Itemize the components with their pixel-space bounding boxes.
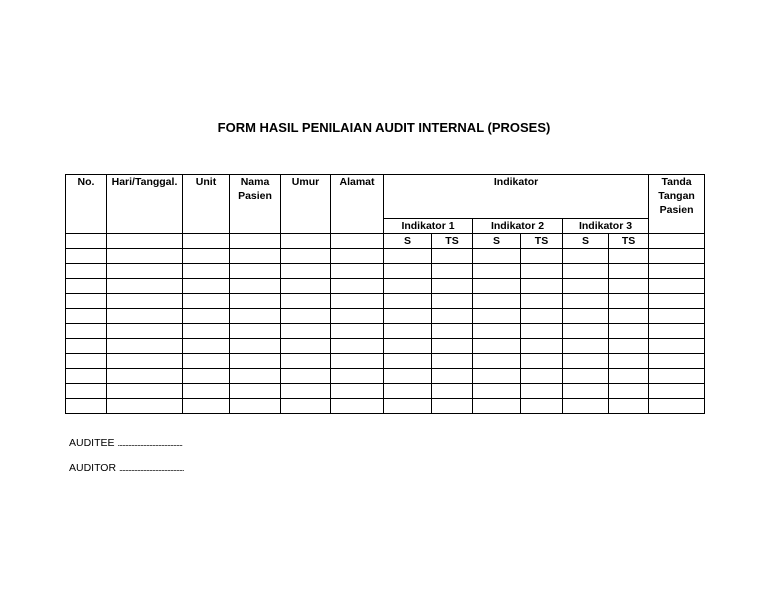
table-cell <box>230 399 281 414</box>
table-row <box>66 354 705 369</box>
form-title: FORM HASIL PENILAIAN AUDIT INTERNAL (PROSES) <box>217 120 551 135</box>
table-cell <box>183 369 230 384</box>
table-cell <box>649 309 705 324</box>
table-cell <box>521 399 563 414</box>
table-cell <box>563 279 609 294</box>
table-cell <box>331 339 384 354</box>
table-cell <box>384 384 432 399</box>
table-cell <box>521 264 563 279</box>
table-cell <box>281 309 331 324</box>
table-cell <box>230 309 281 324</box>
table-cell <box>230 279 281 294</box>
table-cell <box>521 249 563 264</box>
table-cell <box>609 264 649 279</box>
table-row <box>66 399 705 414</box>
table-cell <box>563 384 609 399</box>
table-cell <box>473 339 521 354</box>
table-cell <box>609 369 649 384</box>
header-tanda-tangan: Tanda Tangan Pasien <box>649 175 705 234</box>
table-cell <box>563 339 609 354</box>
table-cell <box>281 249 331 264</box>
sub-header-ts-1: TS <box>432 234 473 249</box>
indikator-3-header: Indikator 3 <box>563 219 649 234</box>
table-cell <box>331 309 384 324</box>
table-cell <box>331 399 384 414</box>
table-cell <box>183 324 230 339</box>
sub-header-s-1: S <box>384 234 432 249</box>
table-cell <box>609 384 649 399</box>
table-cell <box>281 294 331 309</box>
table-cell <box>230 294 281 309</box>
table-cell <box>563 369 609 384</box>
auditor-label: AUDITOR <box>69 462 117 474</box>
table-cell <box>649 249 705 264</box>
table-cell <box>563 294 609 309</box>
table-cell <box>384 339 432 354</box>
table-cell <box>384 249 432 264</box>
table-cell <box>107 279 183 294</box>
table-cell <box>609 354 649 369</box>
table-row <box>66 324 705 339</box>
table-cell <box>230 339 281 354</box>
table-cell <box>649 399 705 414</box>
table-cell <box>107 339 183 354</box>
indikator-1-header: Indikator 1 <box>384 219 473 234</box>
table-cell <box>609 324 649 339</box>
table-cell <box>66 369 107 384</box>
table-cell <box>331 324 384 339</box>
table-cell <box>649 324 705 339</box>
table-cell <box>183 384 230 399</box>
table-cell <box>183 309 230 324</box>
table-row <box>66 294 705 309</box>
table-cell <box>183 279 230 294</box>
table-cell <box>183 249 230 264</box>
table-cell <box>183 354 230 369</box>
table-cell <box>183 294 230 309</box>
table-cell <box>66 384 107 399</box>
auditee-label: AUDITEE <box>69 437 115 449</box>
table-row <box>66 279 705 294</box>
table-cell <box>609 309 649 324</box>
table-cell <box>107 294 183 309</box>
table-cell <box>331 279 384 294</box>
table-cell <box>563 249 609 264</box>
table-cell <box>609 249 649 264</box>
table-cell <box>107 399 183 414</box>
empty-cell <box>183 234 230 249</box>
auditee-dots: ........................................... <box>117 438 182 448</box>
table-cell <box>331 264 384 279</box>
table-cell <box>107 324 183 339</box>
table-cell <box>281 264 331 279</box>
table-cell <box>473 249 521 264</box>
table-cell <box>66 279 107 294</box>
table-cell <box>521 309 563 324</box>
table-row <box>66 264 705 279</box>
table-cell <box>563 264 609 279</box>
table-cell <box>384 309 432 324</box>
table-cell <box>281 339 331 354</box>
table-cell <box>66 339 107 354</box>
table-cell <box>331 369 384 384</box>
table-cell <box>183 339 230 354</box>
table-cell <box>66 354 107 369</box>
table-cell <box>230 369 281 384</box>
table-cell <box>107 264 183 279</box>
table-cell <box>384 324 432 339</box>
table-cell <box>521 294 563 309</box>
table-cell <box>649 354 705 369</box>
table-cell <box>473 399 521 414</box>
table-cell <box>649 279 705 294</box>
table-cell <box>107 354 183 369</box>
table-cell <box>432 309 473 324</box>
header-unit: Unit <box>183 175 230 234</box>
table-cell <box>432 264 473 279</box>
table-cell <box>66 324 107 339</box>
table-cell <box>563 309 609 324</box>
table-cell <box>281 324 331 339</box>
table-row <box>66 369 705 384</box>
table-cell <box>331 294 384 309</box>
table-cell <box>384 264 432 279</box>
header-indikator: Indikator <box>384 175 649 219</box>
table-cell <box>473 309 521 324</box>
table-cell <box>66 249 107 264</box>
table-cell <box>609 339 649 354</box>
table-cell <box>649 339 705 354</box>
empty-cell <box>66 234 107 249</box>
table-cell <box>281 384 331 399</box>
empty-cell <box>107 234 183 249</box>
table-cell <box>432 279 473 294</box>
empty-cell <box>331 234 384 249</box>
table-row <box>66 309 705 324</box>
table-cell <box>331 249 384 264</box>
table-cell <box>521 339 563 354</box>
table-cell <box>521 384 563 399</box>
audit-table <box>65 174 705 414</box>
table-cell <box>230 384 281 399</box>
table-row <box>66 339 705 354</box>
table-cell <box>230 249 281 264</box>
table-cell <box>563 399 609 414</box>
table-cell <box>384 399 432 414</box>
table-cell <box>432 294 473 309</box>
table-cell <box>521 354 563 369</box>
table-cell <box>473 264 521 279</box>
header-umur: Umur <box>281 175 331 234</box>
table-cell <box>609 399 649 414</box>
sub-header-ts-2: TS <box>521 234 563 249</box>
sub-header-ts-3: TS <box>609 234 649 249</box>
table-cell <box>432 249 473 264</box>
table-cell <box>649 384 705 399</box>
table-row <box>66 249 705 264</box>
table-cell <box>281 399 331 414</box>
table-cell <box>384 279 432 294</box>
table-cell <box>384 369 432 384</box>
sub-header-s-3: S <box>563 234 609 249</box>
table-cell <box>563 324 609 339</box>
sub-header-s-2: S <box>473 234 521 249</box>
table-cell <box>521 324 563 339</box>
table-cell <box>609 294 649 309</box>
table-cell <box>473 324 521 339</box>
table-cell <box>230 264 281 279</box>
table-cell <box>183 399 230 414</box>
table-cell <box>609 279 649 294</box>
empty-cell <box>230 234 281 249</box>
table-cell <box>432 384 473 399</box>
table-cell <box>563 354 609 369</box>
table-cell <box>432 354 473 369</box>
table-cell <box>432 339 473 354</box>
table-cell <box>230 354 281 369</box>
header-alamat: Alamat <box>331 175 384 234</box>
auditor-dots: ........................................... <box>118 463 184 473</box>
table-cell <box>384 354 432 369</box>
table-cell <box>473 369 521 384</box>
table-cell <box>281 369 331 384</box>
table-cell <box>473 354 521 369</box>
table-cell <box>473 279 521 294</box>
table-cell <box>331 384 384 399</box>
header-hari-tanggal: Hari/Tanggal. <box>107 175 183 234</box>
auditor-line <box>69 462 184 474</box>
table-cell <box>107 249 183 264</box>
table-cell <box>473 294 521 309</box>
empty-cell <box>281 234 331 249</box>
table-cell <box>521 369 563 384</box>
table-cell <box>183 264 230 279</box>
table-cell <box>230 324 281 339</box>
indikator-2-header: Indikator 2 <box>473 219 563 234</box>
table-cell <box>281 279 331 294</box>
table-cell <box>432 369 473 384</box>
sub-header-row <box>66 234 705 249</box>
table-cell <box>649 294 705 309</box>
table-row <box>66 384 705 399</box>
table-cell <box>432 324 473 339</box>
table-cell <box>66 309 107 324</box>
header-nama-pasien: Nama Pasien <box>230 175 281 234</box>
table-cell <box>649 369 705 384</box>
table-cell <box>107 309 183 324</box>
table-cell <box>331 354 384 369</box>
table-cell <box>66 264 107 279</box>
table-cell <box>66 399 107 414</box>
table-cell <box>521 279 563 294</box>
empty-cell <box>649 234 705 249</box>
table-cell <box>107 369 183 384</box>
auditee-line <box>69 437 182 449</box>
header-no: No. <box>66 175 107 234</box>
table-cell <box>66 294 107 309</box>
table-cell <box>649 264 705 279</box>
table-cell <box>473 384 521 399</box>
table-cell <box>107 384 183 399</box>
table-cell <box>281 354 331 369</box>
table-cell <box>384 294 432 309</box>
table-cell <box>432 399 473 414</box>
